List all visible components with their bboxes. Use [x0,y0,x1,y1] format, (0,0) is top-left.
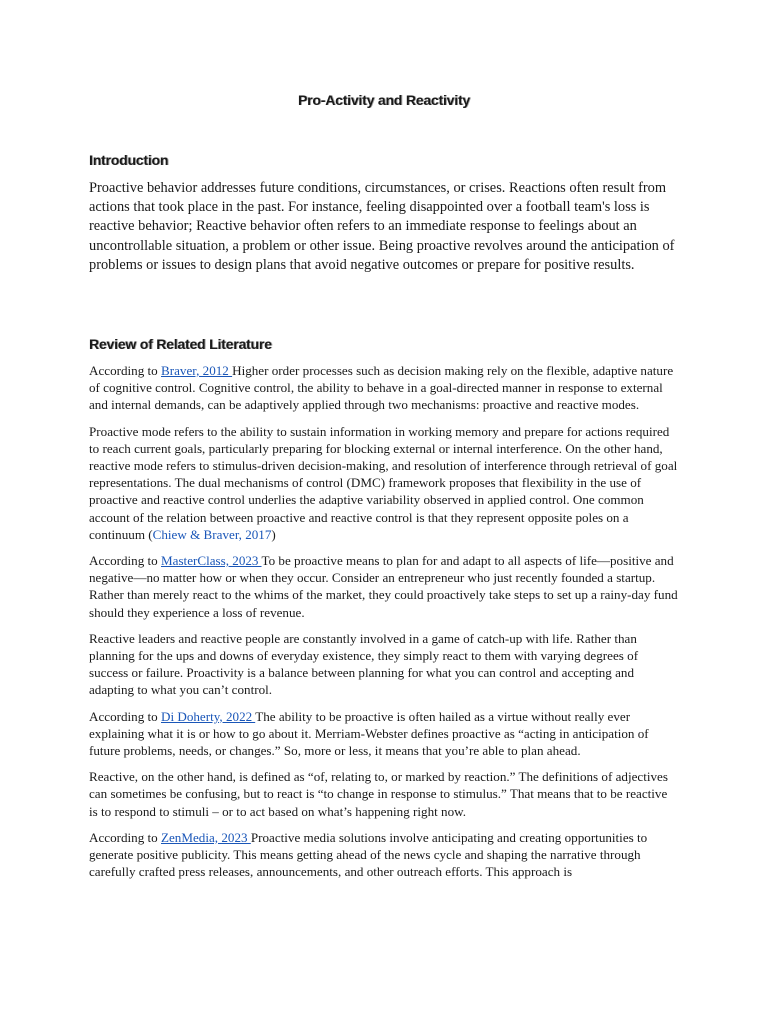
paragraph-4-text: Reactive leaders and reactive people are constantly involved in a game of catch-up with life. Rather than planning for the ups and downs of everyday existence, they simply react to them with varying degrees of success or failure. Proactivity is a balance between planning for what you can control and accepting and adapting to what you can’t control. [89,630,639,698]
paragraph-1 [89,362,679,414]
citation-chiew-braver: Chiew & Braver, 2017 [152,526,272,542]
paragraph-1-text: Higher order processes such as decision making rely on the flexible, adaptive nature of cognitive control. Cognitive control, the ability to behave in a goal-directed manner in response to external and internal demands, can be adaptively applied through two mechanisms: proactive and reactive modes. [89,363,674,413]
paragraph-4 [89,630,679,699]
paragraph-3-text: To be proactive means to plan for and adapt to all aspects of life—positive and negative—no matter how or when they occur. Consider an entrepreneur who just recently founded a startup. Rather than merely react to the whims of the market, they could proactively take steps to set up a rainy-day fund should they experience a loss of revenue. [89,553,678,620]
paragraph-7-text: Proactive media solutions involve anticipating and creating opportunities to generate positive publicity. This means getting ahead of the news cycle and shaping the narrative through carefully crafted press releases, announcements, and other outreach efforts. This approach is [89,829,648,880]
citation-link-zenmedia[interactable]: ZenMedia, 2023 [161,829,251,845]
paragraph-3-prefix: According to [89,553,161,569]
paragraph-5-prefix: According to [89,708,161,724]
paragraph-1-prefix: According to [89,363,161,378]
paragraph-6-text: Reactive, on the other hand, is defined as “of, relating to, or marked by reaction.” The definitions of adjectives can sometimes be confusing, but to react is “to change in response to stimulus.” That means that to be reactive is to respond to stimuli – or to act based on what’s happening right now. [89,769,668,819]
introduction-paragraph: Proactive behavior addresses future conditions, circumstances, or crises. Reactions often result from actions that took place in the past. For instance, feeling disappointed over a football team's loss is reactive behavior; Reactive behavior often refers to an immediate response to feelings about an uncontrollable situation, a problem or other issue. Being proactive revolves around the anticipation of problems or issues to design plans that avoid negative outcomes or prepare for positive results. [89,180,675,273]
citation-link-braver[interactable]: Braver, 2012 [161,363,233,378]
paragraph-2-end: ) [271,526,276,542]
section-heading-review: Review of Related Literature [89,336,272,352]
paragraph-2 [89,423,679,543]
paragraph-5 [89,708,679,760]
paragraph-3 [89,552,679,621]
paragraph-5-text: The ability to be proactive is often hailed as a virtue without really ever explaining what it is or how to go about it. Merriam-Webster defines proactive as “acting in anticipation of future problems, needs, or changes.” So, more or less, it means that you’re able to plan ahead. [89,708,649,759]
paragraph-2-text: Proactive mode refers to the ability to sustain information in working memory and prepare for actions required to reach current goals, particularly preparing for blocking external or internal interference. On the other hand, reactive mode refers to stimulus-driven decision-making, and resolution of interference through retrieval of goal representations. The dual mechanisms of control (DMC) framework proposes that flexibility in the use of proactive and reactive control underlies the adaptive variability observed in applied control. One common account of the relation between proactive and reactive control is that they represent opposite poles on a continuum ( [89,423,678,542]
document-title: Pro-Activity and Reactivity [298,92,470,108]
paragraph-7 [89,829,679,881]
citation-link-doherty[interactable]: Di Doherty, 2022 [161,708,256,724]
citation-link-masterclass[interactable]: MasterClass, 2023 [161,553,262,569]
section-heading-introduction: Introduction [89,152,169,168]
paragraph-6 [89,768,679,820]
paragraph-7-prefix: According to [89,829,161,845]
review-body [89,362,679,889]
